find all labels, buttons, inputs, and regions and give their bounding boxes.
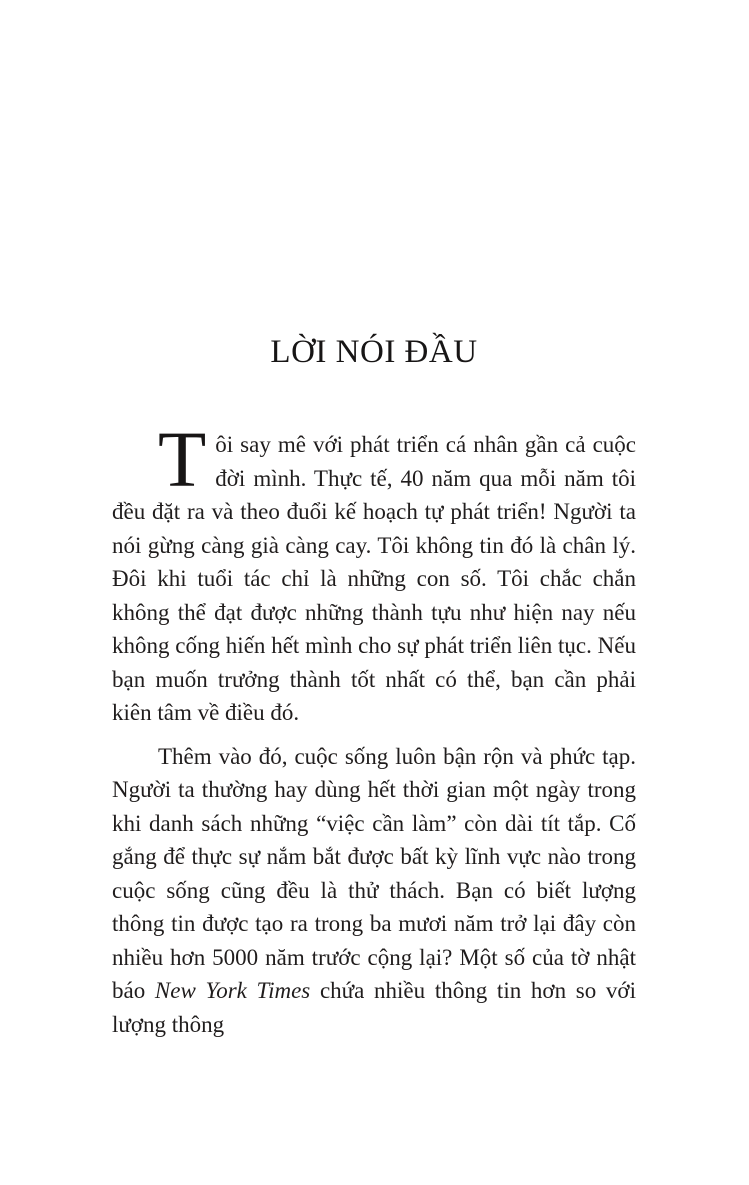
paragraph-2-text-before: Thêm vào đó, cuộc sống luôn bận rộn và phức tạp. Người ta thường hay dùng hết thời gian một ngày trong khi danh sách những “việc cần làm” còn dài tít tắp. Cố gắng để thực sự nắm bắt được bất kỳ lĩnh vực nào trong cuộc sống cũng đều là thử thách. Bạn có biết lượng thông tin được tạo ra trong ba mươi năm trở lại đây còn nhiều hơn 5000 năm trước cộng lại? Một số của tờ nhật báo xyxy=(112,743,636,1003)
paragraph-1 xyxy=(112,417,636,730)
paragraph-2 xyxy=(112,740,636,1042)
paragraph-2-text-after: chứa nhiều thông tin hơn so với lượng thông xyxy=(112,978,636,1037)
paragraph-1-text: ôi say mê với phát triển cá nhân gần cả cuộc đời mình. Thực tế, 40 năm qua mỗi năm tôi đều đặt ra và theo đuổi kế hoạch tự phát triển! Người ta nói gừng càng già càng cay. Tôi không tin đó là chân lý. Đôi khi tuổi tác chỉ là những con số. Tôi chắc chắn không thể đạt được những thành tựu như hiện nay nếu không cống hiến hết mình cho sự phát triển liên tục. Nếu bạn muốn trưởng thành tốt nhất có thể, bạn cần phải kiên tâm về điều đó. xyxy=(112,432,636,725)
drop-cap: T xyxy=(158,417,207,504)
text-block xyxy=(112,332,636,1041)
chapter-title: LỜI NÓI ĐẦU xyxy=(270,334,478,370)
publication-name-italic: New York Times xyxy=(154,978,311,1003)
